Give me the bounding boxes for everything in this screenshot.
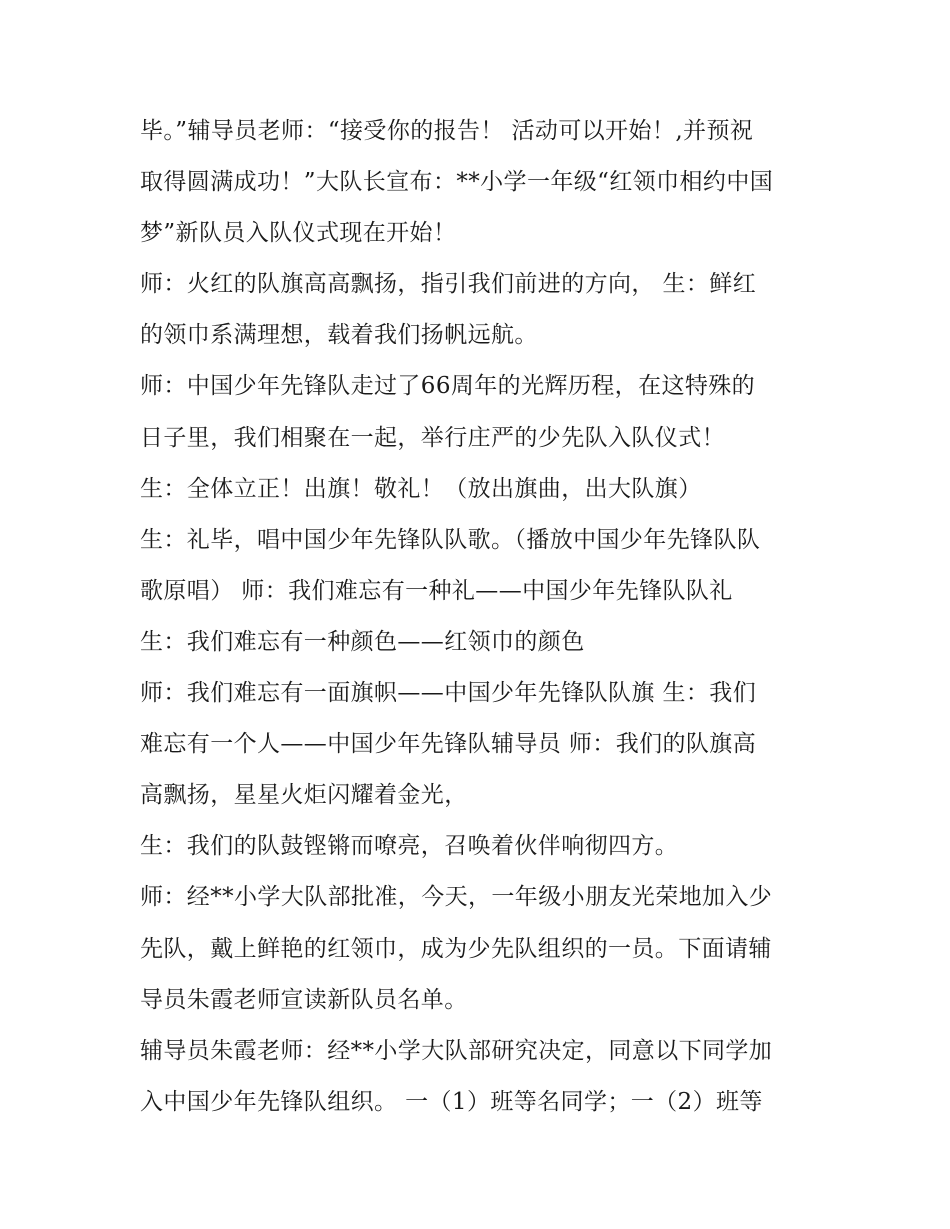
text-line: 导员朱霞老师宣读新队员名单。 — [140, 986, 468, 1013]
text-line: 师：经**小学大队部批准，今天，一年级小朋友光荣地加入少 — [140, 884, 773, 911]
text-line: 辅导员朱霞老师：经**小学大队部研究决定，同意以下同学加 — [140, 1037, 773, 1064]
text-line: 歌原唱） 师：我们难忘有一种礼——中国少年先锋队队礼 — [140, 577, 733, 604]
text-line: 毕。”辅导员老师：“接受你的报告！ 活动可以开始！,并预祝 — [140, 118, 754, 144]
text-line: 取得圆满成功！”大队长宣布：**小学一年级“红领巾相约中国 — [140, 169, 774, 196]
text-line: 生：我们难忘有一种颜色——红领巾的颜色 — [140, 628, 585, 655]
text-line: 梦”新队员入队仪式现在开始！ — [140, 220, 457, 247]
text-line: 生：礼毕，唱中国少年先锋队队歌。（播放中国少年先锋队队 — [140, 526, 761, 553]
text-line: 先队，戴上鲜艳的红领巾，成为少先队组织的一员。下面请辅 — [140, 935, 772, 962]
text-line: 日子里，我们相聚在一起，举行庄严的少先队入队仪式！ — [140, 424, 725, 451]
text-line: 难忘有一个人——中国少年先锋队辅导员 师：我们的队旗高 — [140, 731, 757, 758]
text-line: 生：全体立正！出旗！敬礼！（放出旗曲，出大队旗） — [140, 475, 702, 502]
text-line: 的领巾系满理想，载着我们扬帆远航。 — [140, 322, 538, 349]
document-body — [140, 106, 830, 1128]
text-line: 师：中国少年先锋队走过了66周年的光辉历程，在这特殊的 — [140, 373, 756, 400]
text-line: 师：我们难忘有一面旗帜——中国少年先锋队队旗 生：我们 — [140, 680, 757, 707]
text-line: 入中国少年先锋队组织。 一（1）班等名同学；一（2）班等 — [140, 1088, 763, 1115]
text-line: 高飘扬，星星火炬闪耀着金光， — [140, 782, 468, 809]
text-line: 师：火红的队旗高高飘扬，指引我们前进的方向， 生：鲜红 — [140, 271, 757, 298]
text-line: 生：我们的队鼓铿锵而嘹亮，召唤着伙伴响彻四方。 — [140, 833, 679, 860]
